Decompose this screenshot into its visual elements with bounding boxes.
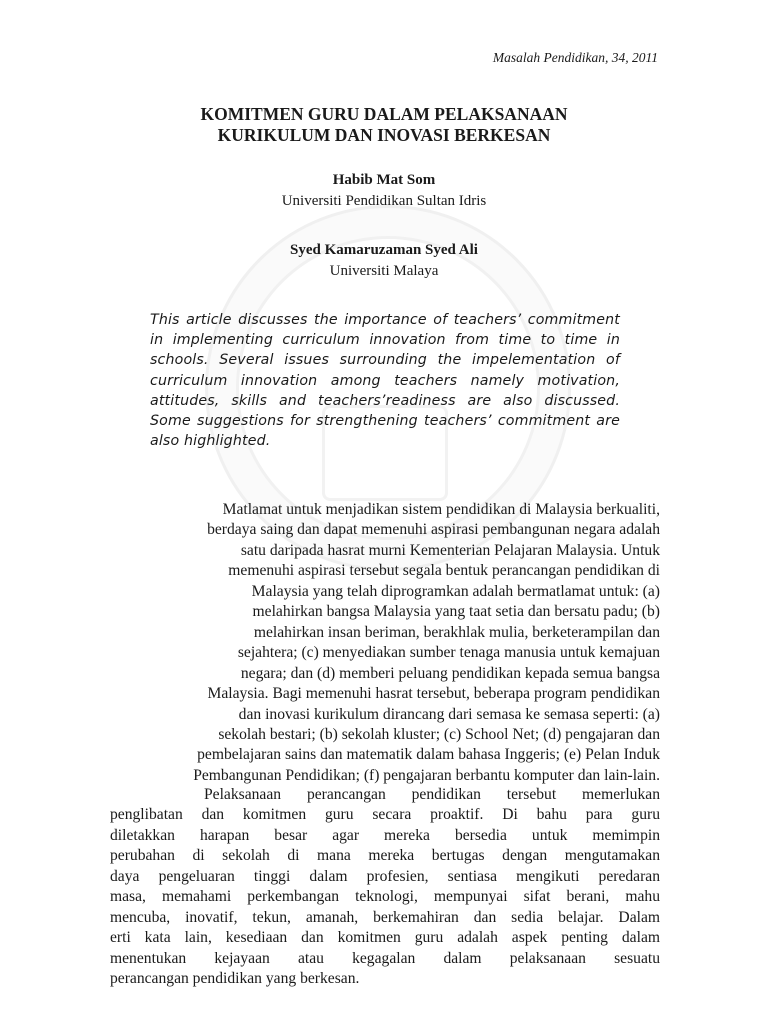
text-line: melahirkan insan beriman, berakhlak mulia, berketerampilan dan — [253, 623, 660, 641]
journal-reference: Masalah Pendidikan, 34, 2011 — [492, 50, 658, 65]
text-line: diletakkan harapan besar agar mereka bersedia untuk memimpin — [110, 826, 660, 844]
text-line: mencuba, inovatif, tekun, amanah, berkemahiran dan sedia belajar. Dalam — [110, 908, 660, 926]
text-line: dan inovasi kurikulum dirancang dari semasa ke semasa seperti: (a) — [238, 705, 660, 723]
text-line: Malaysia. Bagi memenuhi hasrat tersebut, beberapa program pendidikan — [207, 685, 660, 703]
text-line: Pelaksanaan perancangan pendidikan tersebut memerlukan — [204, 786, 660, 803]
text-line: memenuhi aspirasi tersebut segala bentuk perancangan pendidikan di — [228, 562, 660, 580]
author-affiliation: Universiti Pendidikan Sultan Idris — [281, 193, 487, 209]
text-line: perubahan di sekolah di mana mereka bertugas dengan mengutamakan — [110, 847, 660, 865]
text-line: satu daripada hasrat murni Kementerian Pelajaran Malaysia. Untuk — [240, 541, 660, 559]
text-line: Matlamat untuk menjadikan sistem pendidikan di Malaysia berkualiti, — [222, 501, 660, 518]
author-block — [0, 240, 768, 282]
article-title — [0, 104, 768, 146]
text-line: perancangan pendidikan yang berkesan. — [110, 970, 360, 988]
title-line: KURIKULUM DAN INOVASI BERKESAN — [217, 125, 551, 145]
text-line: berdaya saing dan dapat memenuhi aspirasi pembangunan negara adalah — [207, 521, 660, 539]
text-line: menentukan kejayaan atau kegagalan dalam pelaksanaan sesuatu — [110, 949, 660, 967]
text-line: pembelajaran sains dan matematik dalam bahasa Inggeris; (e) Pelan Induk — [197, 746, 660, 764]
author-block — [0, 170, 768, 212]
title-line: KOMITMEN GURU DALAM PELAKSANAAN — [200, 104, 568, 124]
text-line: Malaysia yang telah diprogramkan adalah bermatlamat untuk: (a) — [251, 582, 660, 600]
text-line: penglibatan dan komitmen guru secara proaktif. Di bahu para guru — [110, 806, 660, 824]
author-name: Syed Kamaruzaman Syed Ali — [290, 242, 478, 258]
text-line: masa, memahami perkembangan teknologi, mempunyai sifat berani, mahu — [110, 888, 660, 906]
text-line: erti kata lain, kesediaan dan komitmen guru adalah aspek penting dalam — [110, 929, 660, 947]
text-line: sejahtera; (c) menyediakan sumber tenaga manusia untuk kemajuan — [237, 644, 660, 662]
text-line: sekolah bestari; (b) sekolah kluster; (c) School Net; (d) pengajaran dan — [218, 725, 660, 743]
abstract: This article discusses the importance of teachers’ commitment in implementing curriculum innovation from time to time in schools. Several issues surrounding the impelementation of curriculum innovation among teachers namely motivation, attitudes, skills and teachers’readiness are also discussed. Some suggestions for strengthening teachers’ commitment are also highlighted. — [150, 312, 620, 450]
paragraph-2 — [110, 785, 660, 990]
text-line: daya pengeluaran tinggi dalam profesien, sentiasa mengikuti peredaran — [110, 867, 660, 885]
text-line: negara; dan (d) memberi peluang pendidikan kepada semua bangsa — [240, 664, 660, 682]
author-name: Habib Mat Som — [332, 172, 436, 188]
author-affiliation: Universiti Malaya — [329, 263, 439, 279]
text-line: Pembangunan Pendidikan; (f) pengajaran berbantu komputer dan lain-lain. — [193, 766, 660, 784]
paragraph-1 — [110, 500, 660, 786]
text-line: melahirkan bangsa Malaysia yang taat setia dan bersatu padu; (b) — [252, 603, 660, 621]
